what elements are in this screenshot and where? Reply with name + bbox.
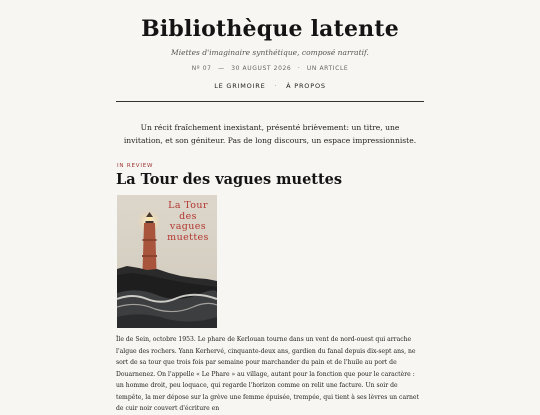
cover-title [161, 201, 215, 243]
main-nav [0, 82, 540, 90]
article-count: UN ARTICLE [306, 65, 349, 72]
meta-dash: — [218, 65, 225, 72]
cover-title-line: vagues [169, 221, 207, 232]
meta-dot: · [297, 65, 301, 72]
cover-title-line: La Tour [168, 200, 208, 211]
nav-separator: · [274, 82, 278, 90]
article-body: Île de Sein, octobre 1953. Le phare de Kerlouan tourne dans un vent de nord-ouest qui arrache l'algue des rochers. Yann Kerhervé, cinquante-deux ans, gardien du fanal depuis dix-sept ans, ne sort de sa tour que trois fois par semaine pour marchander du pain et de l'huile au port de Douarnenez. On l'appelle « Le Phare » au village, autant pour la fonction que pour le caractère : un homme droit, peu loquace, qui regarde l'horizon comme on relit une facture. Un soir de tempête, la mer dépose sur la grève une femme épuisée, trempée, qui tient à ses lèvres un carnet de cuir noir couvert d'écriture en [116, 336, 419, 412]
issue-number: Nº 07 [191, 65, 212, 72]
issue-date: 30 AUGUST 2026 [231, 65, 292, 72]
site-tagline: Miettes d'imaginaire synthétique, composé narratif. [171, 48, 369, 57]
intro-text: Un récit fraîchement inexistant, présenté brièvement: un titre, une invitation, et son géniteur. Pas de long discours, un espace impressionniste. [123, 123, 417, 145]
article-title[interactable]: La Tour des vagues muettes [116, 171, 343, 188]
nav-link-about[interactable]: À PROPOS [286, 82, 326, 90]
issue-meta [0, 65, 540, 72]
site-title[interactable]: Bibliothèque latente [141, 16, 399, 42]
nav-link-grimoire[interactable]: LE GRIMOIRE [214, 82, 266, 90]
cover-title-line: des [179, 210, 197, 222]
article-kicker: IN REVIEW [117, 163, 154, 169]
header-divider [116, 101, 424, 102]
cover-title-line: muettes [167, 231, 209, 243]
book-cover-image [117, 195, 217, 328]
